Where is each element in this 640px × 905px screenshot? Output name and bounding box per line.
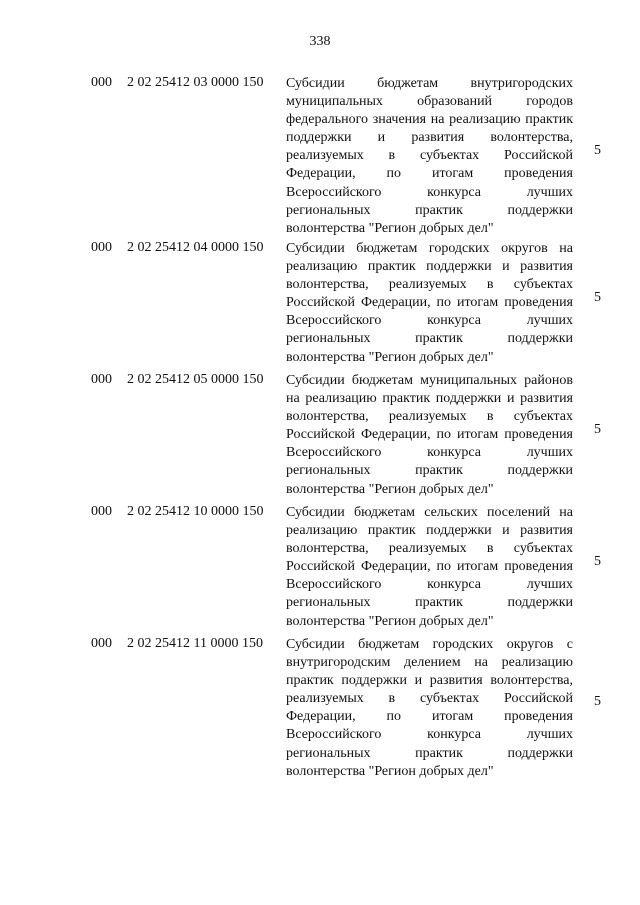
- administrator-code: 000: [91, 240, 112, 255]
- column-code: 5: [594, 143, 601, 158]
- budget-classification-code: 2 02 25412 03 0000 150: [127, 75, 264, 90]
- budget-classification-code: 2 02 25412 05 0000 150: [127, 372, 264, 387]
- administrator-code: 000: [91, 372, 112, 387]
- budget-classification-code: 2 02 25412 11 0000 150: [127, 636, 263, 651]
- administrator-code: 000: [91, 636, 112, 651]
- administrator-code: 000: [91, 504, 112, 519]
- income-description: Субсидии бюджетам городских округов с внутригородским делением на реализацию практик поддержки и развития волонтерства, реализуемых в субъектах Российской Федерации, по итогам проведения Всероссийского конкурса лучших региональных практик поддержки волонтерства "Регион добрых дел": [286, 637, 573, 779]
- column-code: 5: [594, 422, 601, 437]
- budget-classification-code: 2 02 25412 04 0000 150: [127, 240, 264, 255]
- income-description: Субсидии бюджетам сельских поселений на реализацию практик поддержки и развития волонтерства, реализуемых в субъектах Российской Федерации, по итогам проведения Всероссийского конкурса лучших региональных практик поддержки волонтерства "Регион добрых дел": [286, 505, 573, 629]
- column-code: 5: [594, 290, 601, 305]
- income-description: Субсидии бюджетам внутригородских муниципальных образований городов федерального значения на реализацию практик поддержки и развития волонтерства, реализуемых в субъектах Российской Федерации, по итогам проведения Всероссийского конкурса лучших региональных практик поддержки волонтерства "Регион добрых дел": [286, 76, 573, 236]
- column-code: 5: [594, 694, 601, 709]
- income-description: Субсидии бюджетам городских округов на реализацию практик поддержки и развития волонтерства, реализуемых в субъектах Российской Федерации, по итогам проведения Всероссийского конкурса лучших региональных практик поддержки волонтерства "Регион добрых дел": [286, 241, 573, 365]
- income-description: Субсидии бюджетам муниципальных районов на реализацию практик поддержки и развития волонтерства, реализуемых в субъектах Российской Федерации, по итогам проведения Всероссийского конкурса лучших региональных практик поддержки волонтерства "Регион добрых дел": [286, 373, 573, 497]
- administrator-code: 000: [91, 75, 112, 90]
- page-number: 338: [309, 34, 331, 49]
- budget-classification-code: 2 02 25412 10 0000 150: [127, 504, 264, 519]
- column-code: 5: [594, 554, 601, 569]
